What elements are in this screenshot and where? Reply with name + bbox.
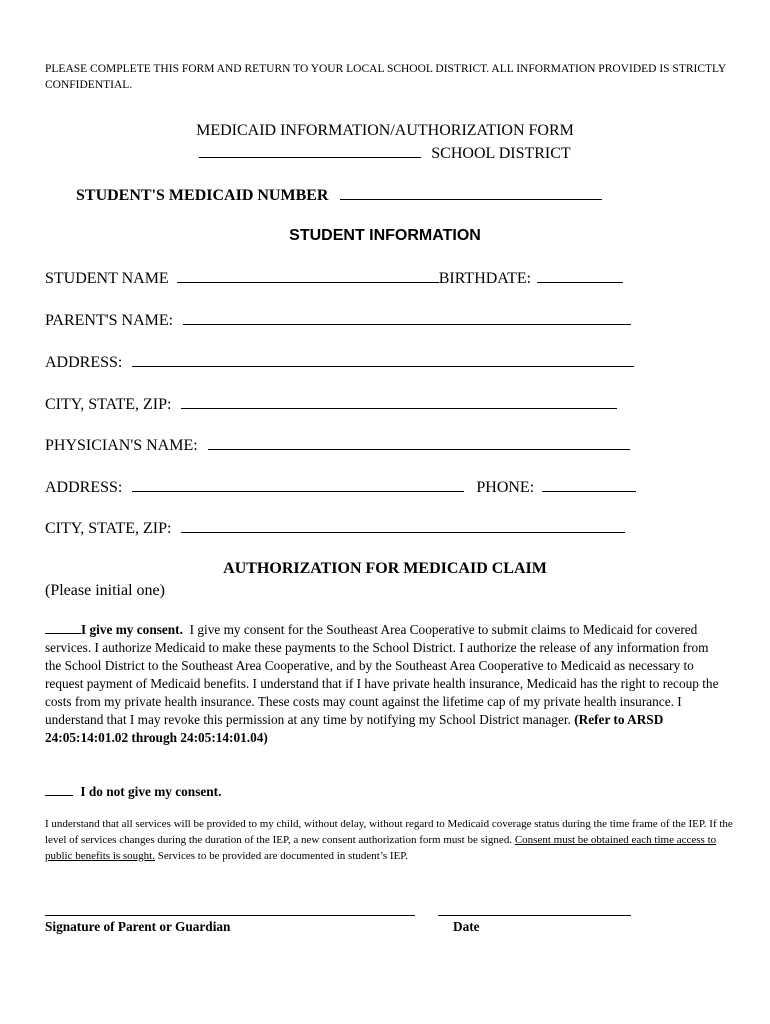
medicaid-number-row [76,185,602,205]
city-state-zip-input[interactable] [181,394,617,409]
school-district-label: SCHOOL DISTRICT [431,145,571,162]
birthdate-input[interactable] [537,268,623,283]
address-label: ADDRESS: [45,354,123,371]
medicaid-number-input[interactable] [340,185,602,200]
physician-city-row [45,518,625,538]
no-consent-row [45,783,221,800]
phone-input[interactable] [542,477,636,492]
address-input[interactable] [132,352,634,367]
city-state-zip-label: CITY, STATE, ZIP: [45,396,172,413]
physician-address-row [45,477,636,497]
no-consent-label: I do not give my consent. [80,784,222,799]
physician-city-input[interactable] [181,518,625,533]
address-row [45,352,634,372]
consent-lead: I give my consent. [81,622,183,637]
medicaid-number-label: STUDENT'S MEDICAID NUMBER [76,187,329,204]
student-name-input[interactable] [177,268,439,283]
date-line[interactable] [438,902,631,916]
school-district-input[interactable] [199,143,421,158]
understand-paragraph [45,816,735,864]
birthdate-label: BIRTHDATE: [438,270,532,287]
form-title: MEDICAID INFORMATION/AUTHORIZATION FORM [196,122,574,139]
understand-body: I understand that all services will be provided to my child, without delay, without regard to Medicaid coverage status during the time frame of the IEP. If the level of services changes during the duration of the IEP, a new consent authorization form must be signed. [45,818,733,846]
signature-label: Signature of Parent or Guardian [45,919,231,934]
signature-line[interactable] [45,902,415,916]
student-name-row [45,268,623,288]
physician-name-row [45,435,630,455]
consent-body: I give my consent for the Southeast Area Cooperative to submit claims to Medicaid for covered services. I authorize Medicaid to make these payments to the School District. I authorize the release of any information from the School District to the Southeast Area Cooperative, and by the Southeast Area Cooperative to Medicaid as necessary to request payment of Medicaid benefits. I understand that if I have private health insurance, Medicaid has the right to recoup the costs from my private health insurance. These costs may count against the lifetime cap of my private health insurance. I understand that I may revoke this permission at any time by notifying my School District manager. [45,622,719,727]
confidential-notice: PLEASE COMPLETE THIS FORM AND RETURN TO YOUR LOCAL SCHOOL DISTRICT. ALL INFORMATION PROVIDED IS STRICTLY CONFIDENTIAL. [45,63,726,91]
city-state-zip-row [45,394,617,414]
understand-tail: Services to be provided are documented in student’s IEP. [155,850,408,862]
parent-name-input[interactable] [183,310,631,325]
physician-name-label: PHYSICIAN'S NAME: [45,437,198,454]
authorization-heading: AUTHORIZATION FOR MEDICAID CLAIM [223,560,547,577]
phone-label: PHONE: [476,479,535,496]
parent-name-label: PARENT'S NAME: [45,312,174,329]
consent-reference: (Refer to ARSD 24:05:14:01.02 through 24:05:14:01.04) [45,712,664,745]
student-name-label: STUDENT NAME [45,270,169,287]
consent-paragraph [45,621,725,747]
initial-note: (Please initial one) [45,582,165,599]
consent-initial-input[interactable] [45,621,81,634]
understand-underlined: Consent must be obtained each time access to public benefits is sought. [45,834,717,862]
student-info-heading: STUDENT INFORMATION [289,227,481,244]
school-district-line [0,143,770,163]
physician-address-label: ADDRESS: [45,479,123,496]
parent-name-row [45,310,631,330]
no-consent-initial-input[interactable] [45,783,73,796]
physician-address-input[interactable] [132,477,464,492]
physician-name-input[interactable] [208,435,630,450]
date-label: Date [453,919,480,934]
physician-city-label: CITY, STATE, ZIP: [45,520,172,537]
